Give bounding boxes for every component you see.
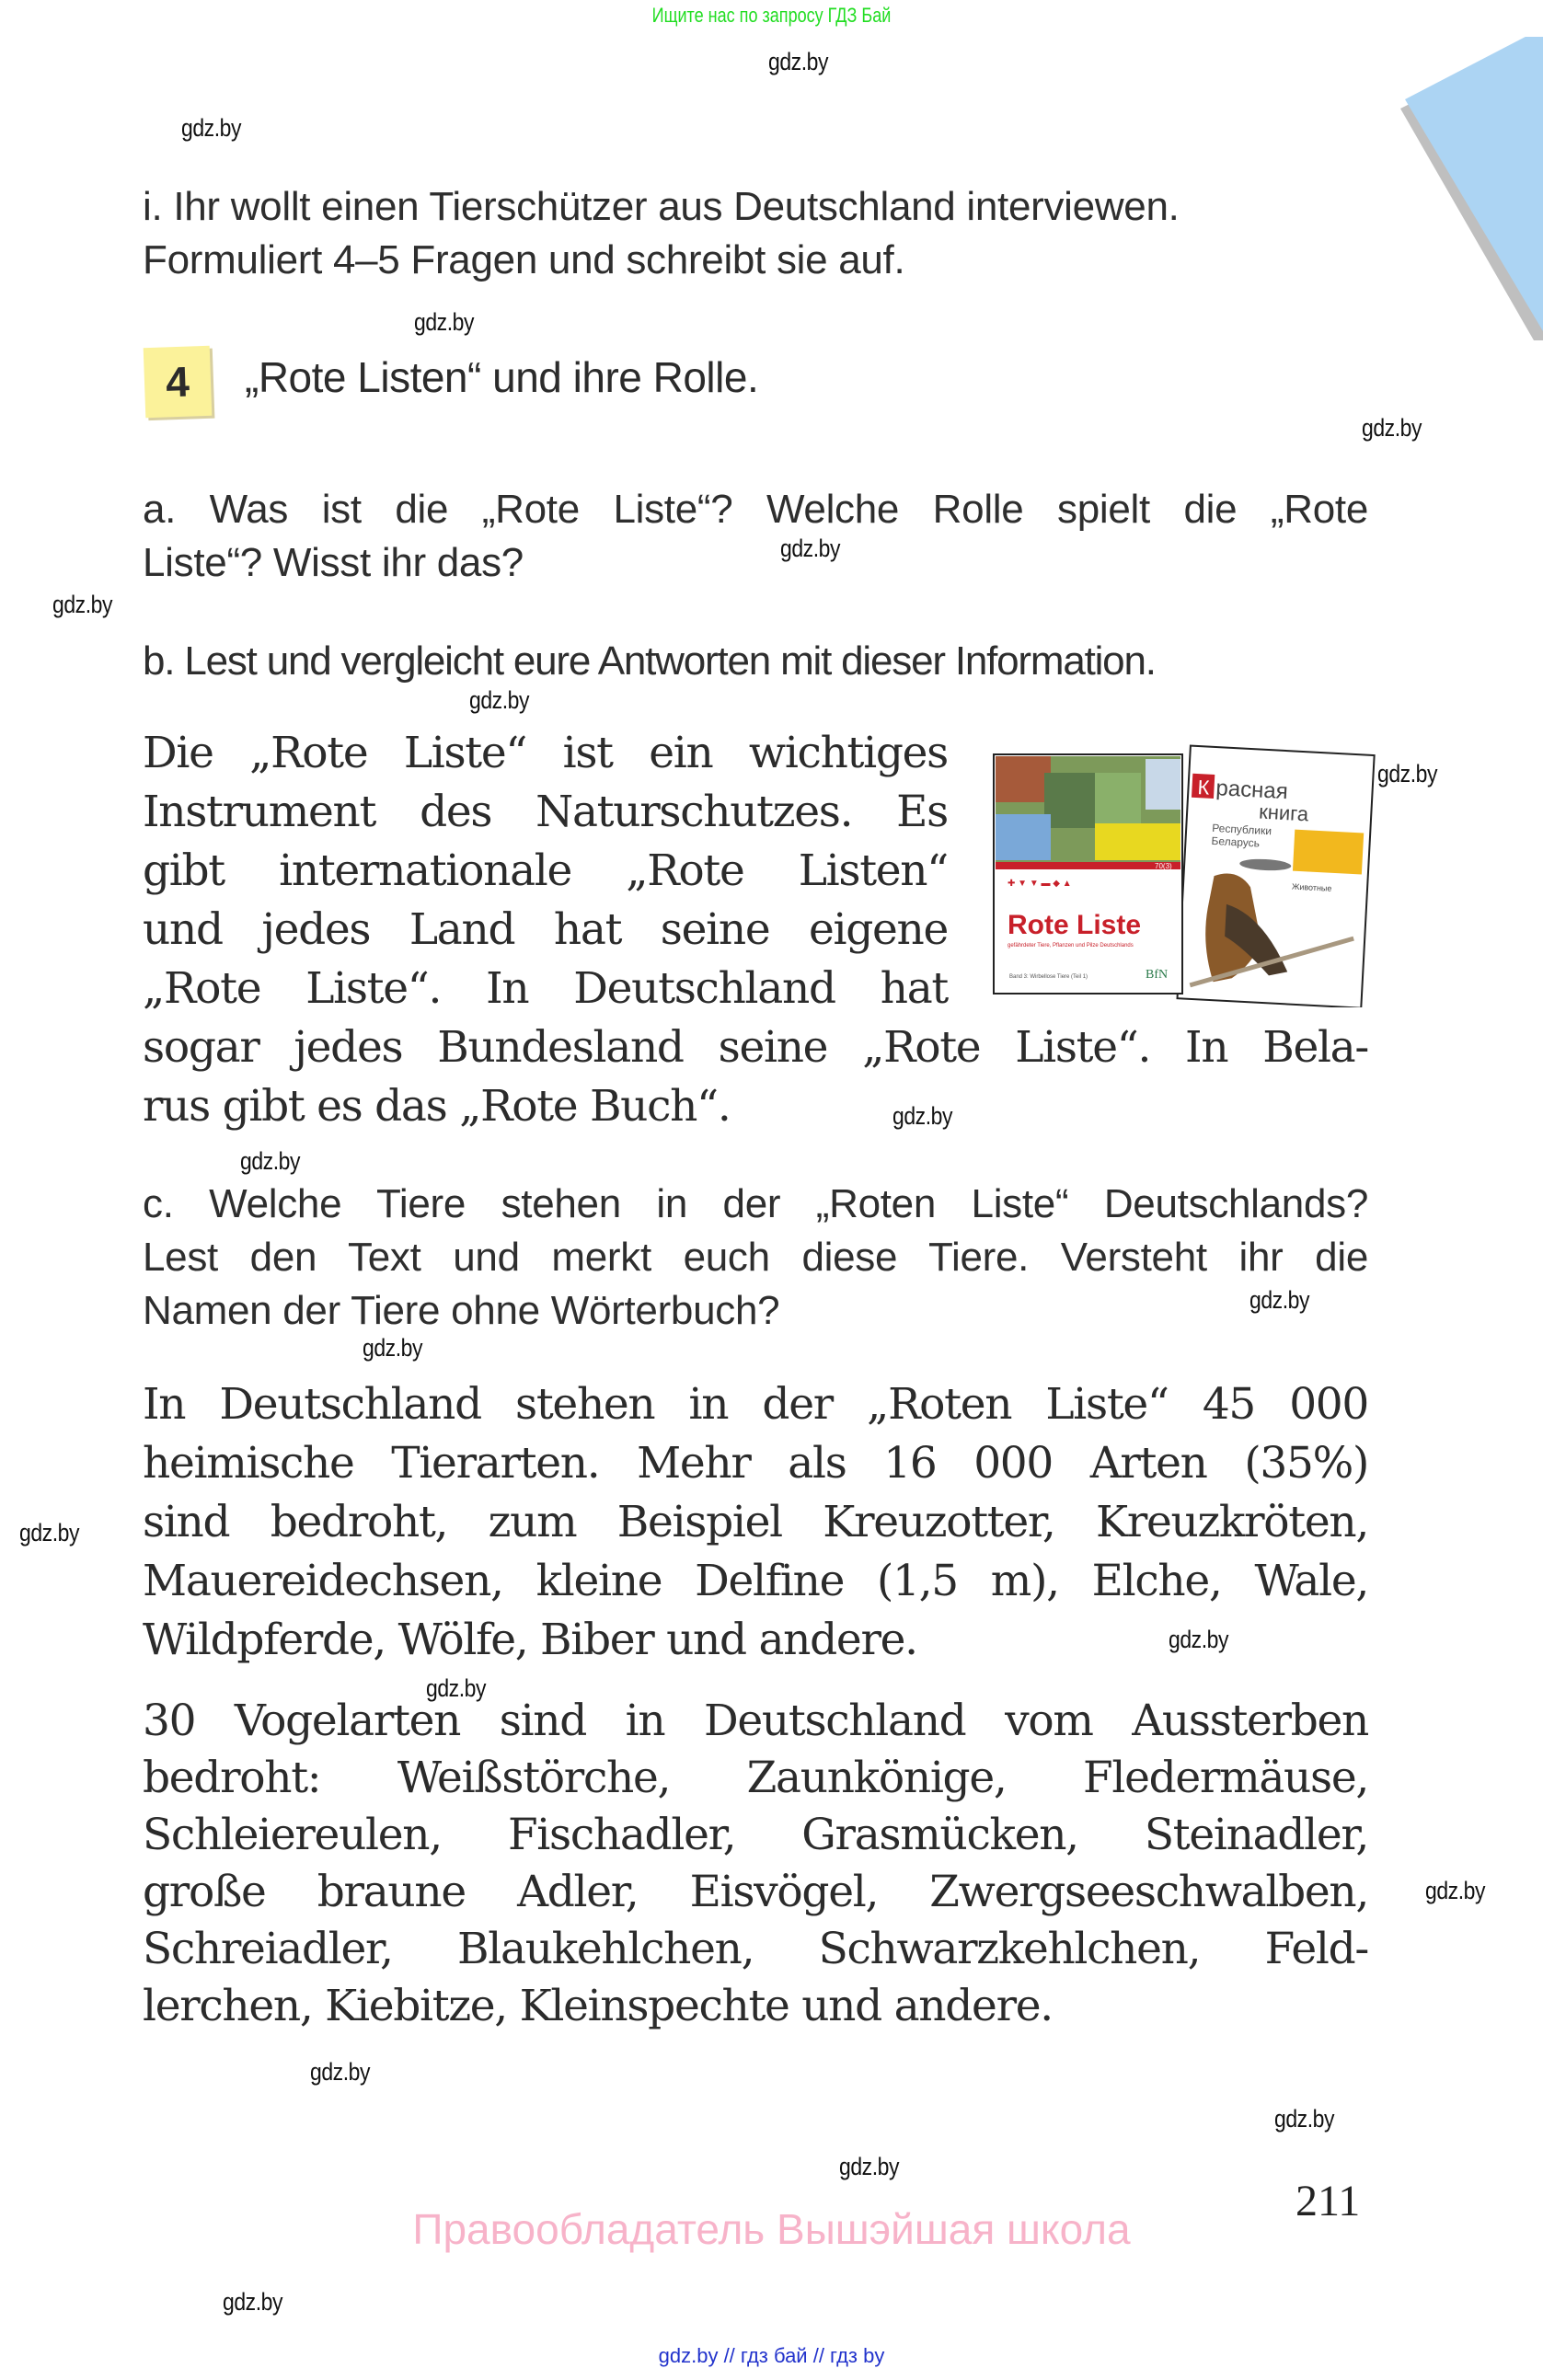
task-a-line: a. Was ist die „Rote Liste“? Welche Rolle spielt die „Rote [143,487,1368,532]
svg-text:Band 3: Wirbellose Tiere (Teil: Band 3: Wirbellose Tiere (Teil 1) [1009,974,1088,980]
svg-text:К: К [1196,776,1211,799]
exercise-number-badge: 4 [144,346,213,418]
watermark: gdz.by [181,114,242,142]
text-line: lerchen, Kiebitze, Kleinspechte und andere. [143,1981,1053,2031]
svg-text:✚ ▼ ▼ ▬ ◆ ▲: ✚ ▼ ▼ ▬ ◆ ▲ [1008,879,1072,889]
paragraph-rote-liste-continued [143,1018,1368,1136]
watermark: gdz.by [892,1102,953,1130]
krasnaya-title: расная [1215,776,1289,805]
rote-liste-cover-title: Rote Liste [1008,910,1142,940]
red-list-books-image [989,731,1376,1007]
text-line: Die „Rote Liste“ ist ein wichtiges [143,728,948,778]
task-b: b. Lest und vergleicht eure Antworten mit dieser Information. [143,638,1156,684]
watermark: gdz.by [1377,760,1438,788]
copyright-notice: Правообладатель Вышэйшая школа [412,2205,1131,2253]
text-line: und jedes Land hat seine eigene [143,904,948,955]
watermark: gdz.by [1169,1626,1229,1653]
svg-text:70(3): 70(3) [1155,862,1172,870]
svg-text:BfN: BfN [1146,968,1169,982]
watermark: gdz.by [768,48,829,75]
footer-links[interactable]: gdz.by // гдз бай // гдз by [658,2344,885,2367]
text-line: Schleiereulen, Fischadler, Grasmücken, Steinadler, [143,1810,1368,1860]
task-i [143,180,1368,287]
page-corner-decoration [1341,37,1543,340]
paragraph-tierarten [143,1375,1368,1670]
watermark: gdz.by [780,535,841,562]
watermark: gdz.by [363,1334,423,1362]
page-number: 211 [1295,2177,1361,2225]
task-a [143,483,1368,590]
paragraph-vogelarten [143,1693,1368,2035]
task-i-line: Formuliert 4–5 Fragen und schreibt sie auf. [143,237,905,282]
text-line: Mauereidechsen, kleine Delfine (1,5 m), Elche, Wale, [143,1556,1368,1606]
task-a-line: Liste“? Wisst ihr das? [143,540,524,585]
watermark: gdz.by [19,1519,80,1546]
text-line: sind bedroht, zum Beispiel Kreuzotter, Kreuzkröten, [143,1497,1368,1547]
svg-text:Беларусь: Беларусь [1211,834,1261,850]
watermark: gdz.by [240,1147,301,1175]
text-line: gibt internationale „Rote Listen“ [143,845,948,896]
watermark: gdz.by [414,308,475,336]
exercise-title: „Rote Listen“ und ihre Rolle. [245,353,759,401]
watermark: gdz.by [1362,414,1422,442]
text-line: „Rote Liste“. In Deutschland hat [143,963,948,1014]
text-line: Schreiadler, Blaukehlchen, Schwarzkehlchen, Feld- [143,1924,1368,1974]
text-line: bedroht: Weißstörche, Zaunkönige, Fledermäuse, [143,1753,1368,1803]
svg-text:Животные: Животные [1291,881,1332,893]
watermark: gdz.by [1249,1286,1310,1314]
watermark: gdz.by [469,686,530,714]
task-c [143,1178,1368,1338]
svg-text:книга: книга [1258,799,1309,826]
paragraph-rote-liste [143,724,948,1018]
text-line: große braune Adler, Eisvögel, Zwergseeschwalben, [143,1867,1368,1917]
text-line: heimische Tierarten. Mehr als 16 000 Arten (35%) [143,1438,1368,1489]
watermark: gdz.by [1274,2105,1335,2133]
task-c-line: Namen der Tiere ohne Wörterbuch? [143,1288,780,1333]
watermark: gdz.by [223,2288,283,2316]
svg-text:gefährdeter Tiere, Pflanzen un: gefährdeter Tiere, Pflanzen und Pilze Deutschlands [1008,943,1134,949]
text-line: 30 Vogelarten sind in Deutschland vom Aussterben [143,1696,1368,1746]
top-banner: Ищите нас по запросу ГДЗ Бай [651,4,892,27]
text-line: rus gibt es das „Rote Buch“. [143,1081,731,1132]
watermark: gdz.by [310,2058,371,2086]
task-c-line: Lest den Text und merkt euch diese Tiere. Versteht ihr die [143,1235,1368,1280]
text-line: Instrument des Naturschutzes. Es [143,787,948,837]
text-line: In Deutschland stehen in der „Roten Liste“ 45 000 [143,1379,1368,1430]
watermark: gdz.by [1425,1877,1486,1904]
task-c-line: c. Welche Tiere stehen in der „Roten Liste“ Deutschlands? [143,1181,1368,1226]
text-line: sogar jedes Bundesland seine „Rote Liste“. In Bela- [143,1022,1368,1073]
task-i-line: i. Ihr wollt einen Tierschützer aus Deutschland interviewen. [143,184,1180,229]
watermark: gdz.by [52,591,113,618]
text-line: Wildpferde, Wölfe, Biber und andere. [143,1615,917,1665]
watermark: gdz.by [426,1674,487,1702]
watermark: gdz.by [839,2153,900,2180]
svg-text:Республики: Республики [1211,821,1272,838]
